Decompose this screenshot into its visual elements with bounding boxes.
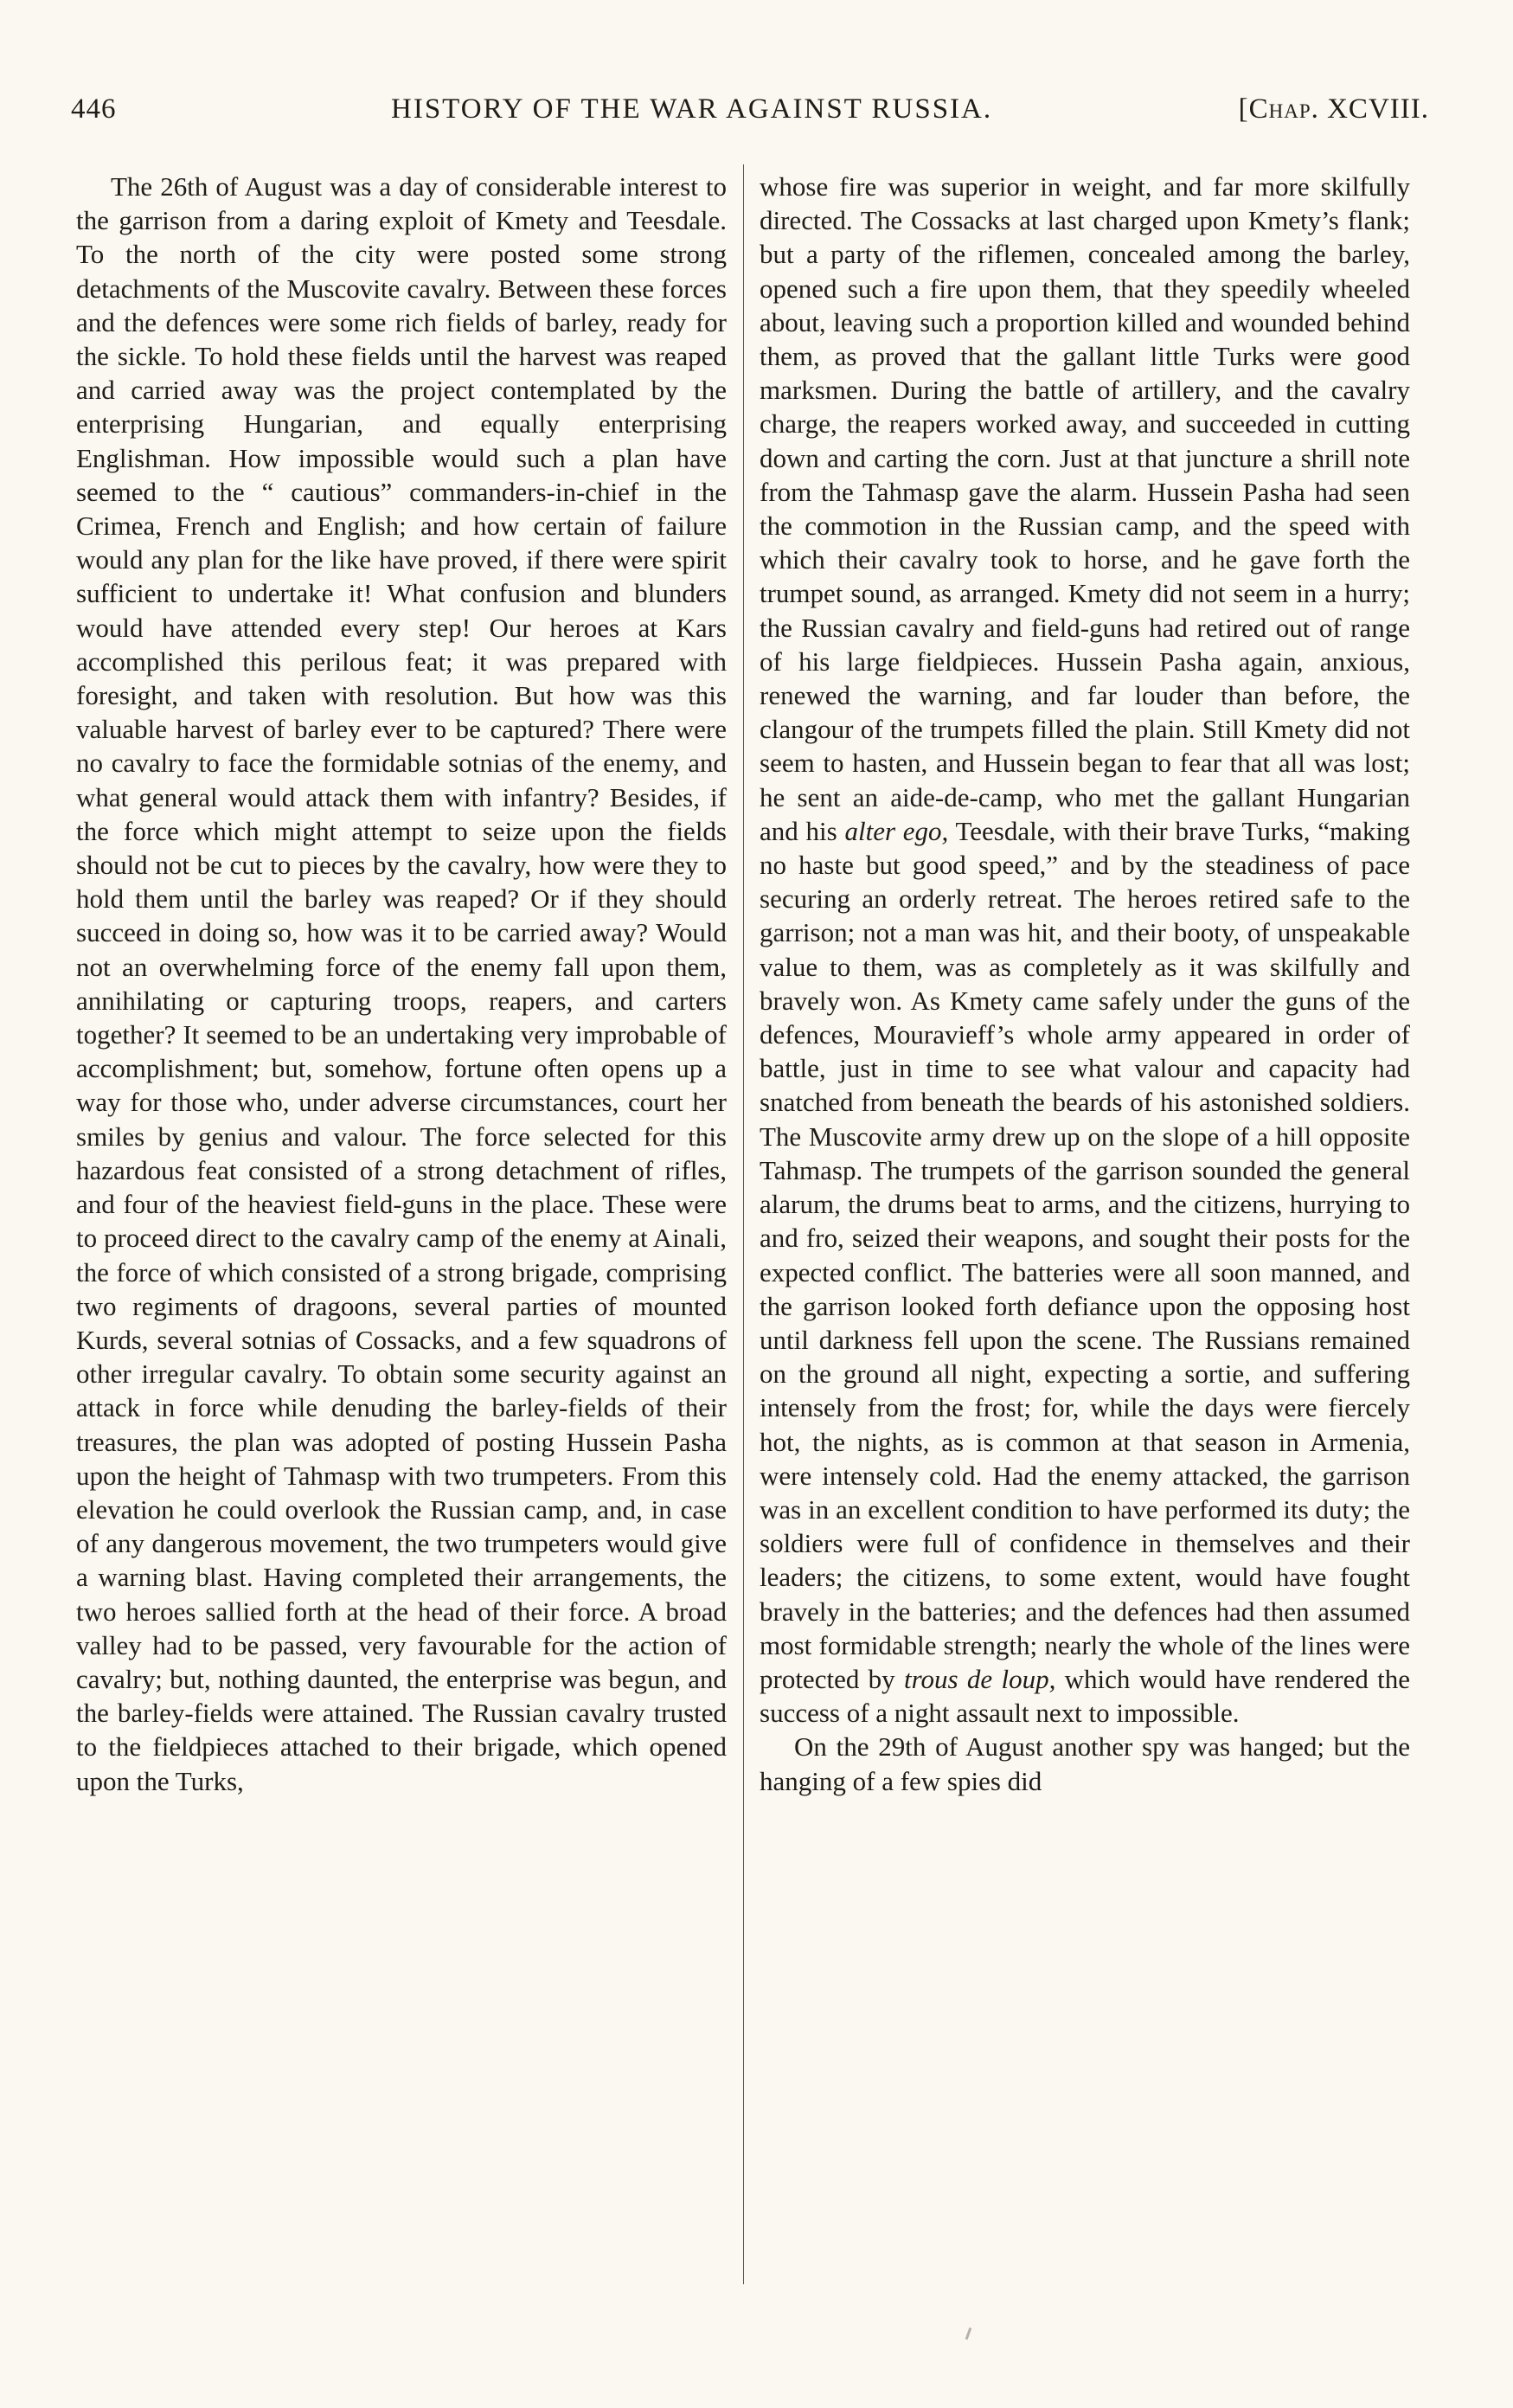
chapter-reference: [Chap. XCVIII. (1238, 93, 1429, 125)
paragraph-26th-august: The 26th of August was a day of considerable interest to the garrison from a daring exploit of Kmety and Teesdale. To the north of the city were posted some strong detachments of the Muscovite cavalry. Between these forces and the defences were some rich fields of barley, ready for the sickle. To hold these fields until the harvest was reaped and carried away was the project contemplated by the enterprising Hungarian, and equally enterprising Englishman. How impossible would such a plan have seemed to the “ cautious” commanders-in-chief in the Crimea, French and English; and how certain of failure would any plan for the like have proved, if there were spirit sufficient to undertake it! What confusion and blunders would have attended every step! Our heroes at Kars accomplished this perilous feat; it was prepared with foresight, and taken with resolution. But how was this valuable harvest of barley ever to be captured? There were no cavalry to face the formidable sotnias of the enemy, and what general would attack them with infantry? Besides, if the force which might attempt to seize upon the fields should not be cut to pieces by the cavalry, how were they to hold them until the barley was reaped? Or if they should succeed in doing so, how was it to be carried away? Would not an overwhelming force of the enemy fall upon them, annihilating or capturing troops, reapers, and carters together? It seemed to be an undertaking very improbable of accomplishment; but, somehow, fortune often opens up a way for those who, under adverse circumstances, court her smiles by genius and valour. The force selected for this hazardous feat consisted of a strong detachment of rifles, and four of the heaviest field-guns in the place. These were to proceed direct to the cavalry camp of the enemy at Ainali, the force of which consisted of a strong brigade, comprising two regiments of dragoons, several parties of mounted Kurds, several sotnias of Cossacks, and a few squadrons of other irregular cavalry. To obtain some security against an attack in force while denuding the barley-fields of their treasures, the plan was adopted of posting Hussein Pasha upon the height of Tahmasp with two trumpeters. From this elevation he could overlook the Russian camp, and, in case of any dangerous movement, the two trumpeters would give a warning blast. Having completed their arrangements, the two heroes sallied forth at the head of their force. A broad valley had to be passed, very favourable for the action of cavalry; but, nothing daunted, the enterprise was begun, and the barley-fields were attained. The Russian cavalry trusted to the fieldpieces attached to their brigade, which opened upon the Turks, (76, 171, 727, 1796)
paragraph-29th-august: On the 29th of August another spy was hanged; but the hanging of a few spies did (760, 1731, 1410, 1796)
column-divider (743, 164, 744, 2284)
text-paragraph-end: which would have rendered the success of a night assault next to impossible. (760, 1663, 1411, 1729)
italic-alter-ego: alter ego, (844, 815, 949, 846)
running-title: HISTORY OF THE WAR AGAINST RUSSIA. (391, 93, 993, 125)
left-column (76, 170, 727, 1798)
paragraph-continuation (760, 170, 1410, 1730)
page-number: 446 (71, 93, 117, 125)
italic-trous-de-loup: trous de loup, (903, 1663, 1056, 1694)
right-column (760, 170, 1410, 1798)
text-after-alter-ego: Teesdale, with their brave Turks, “making no haste but good speed,” and by the steadiness of pace securing an orderly retreat. The heroes retired safe to the garrison; not a man was hit, and their booty, of unspeakable value to them, was as completely as it was skilfully and bravely won. As Kmety came safely under the guns of the defences, Mouravieff’s whole army appeared in order of battle, just in time to see what valour and capacity had snatched from beneath the beards of his astonished soldiers. The Muscovite army drew up on the slope of a hill opposite Tahmasp. The trumpets of the garrison sounded the general alarum, the drums beat to arms, and the citizens, hurrying to and fro, seized their weapons, and sought their posts for the expected conflict. The batteries were all soon manned, and the garrison looked forth defiance upon the opposing host until darkness fell upon the scene. The Russians remained on the ground all night, expecting a sortie, and suffering intensely from the frost; for, while the days were fiercely hot, the nights, as is common at that season in Armenia, were intensely cold. Had the enemy attacked, the garrison was in an excellent condition to have performed its duty; the soldiers were full of confidence in themselves and their leaders; the citizens, to some extent, would have fought bravely in the batteries; and the defences had then assumed most formidable strength; nearly the whole of the lines were protected by (760, 815, 1410, 1694)
running-head (71, 93, 1429, 128)
stray-ink-mark (965, 2328, 972, 2340)
text-before-alter-ego: whose fire was superior in weight, and far more skilfully directed. The Cossacks at last charged upon Kmety’s flank; but a party of the riflemen, concealed among the barley, opened such a fire upon them, that they speedily wheeled about, leaving such a proportion killed and wounded behind them, as proved that the gallant little Turks were good marksmen. During the battle of artillery, and the cavalry charge, the reapers worked away, and succeeded in cutting down and carting the corn. Just at that juncture a shrill note from the Tahmasp gave the alarm. Hussein Pasha had seen the commotion in the Russian camp, and the speed with which their cavalry took to horse, and he gave forth the trumpet sound, as arranged. Kmety did not seem in a hurry; the Russian cavalry and field-guns had retired out of range of his large fieldpieces. Hussein Pasha again, anxious, renewed the warning, and far louder than before, the clangour of the trumpets filled the plain. Still Kmety did not seem to hasten, and Hussein began to fear that all was lost; he sent an aide-de-camp, who met the gallant Hungarian and his (760, 171, 1410, 846)
